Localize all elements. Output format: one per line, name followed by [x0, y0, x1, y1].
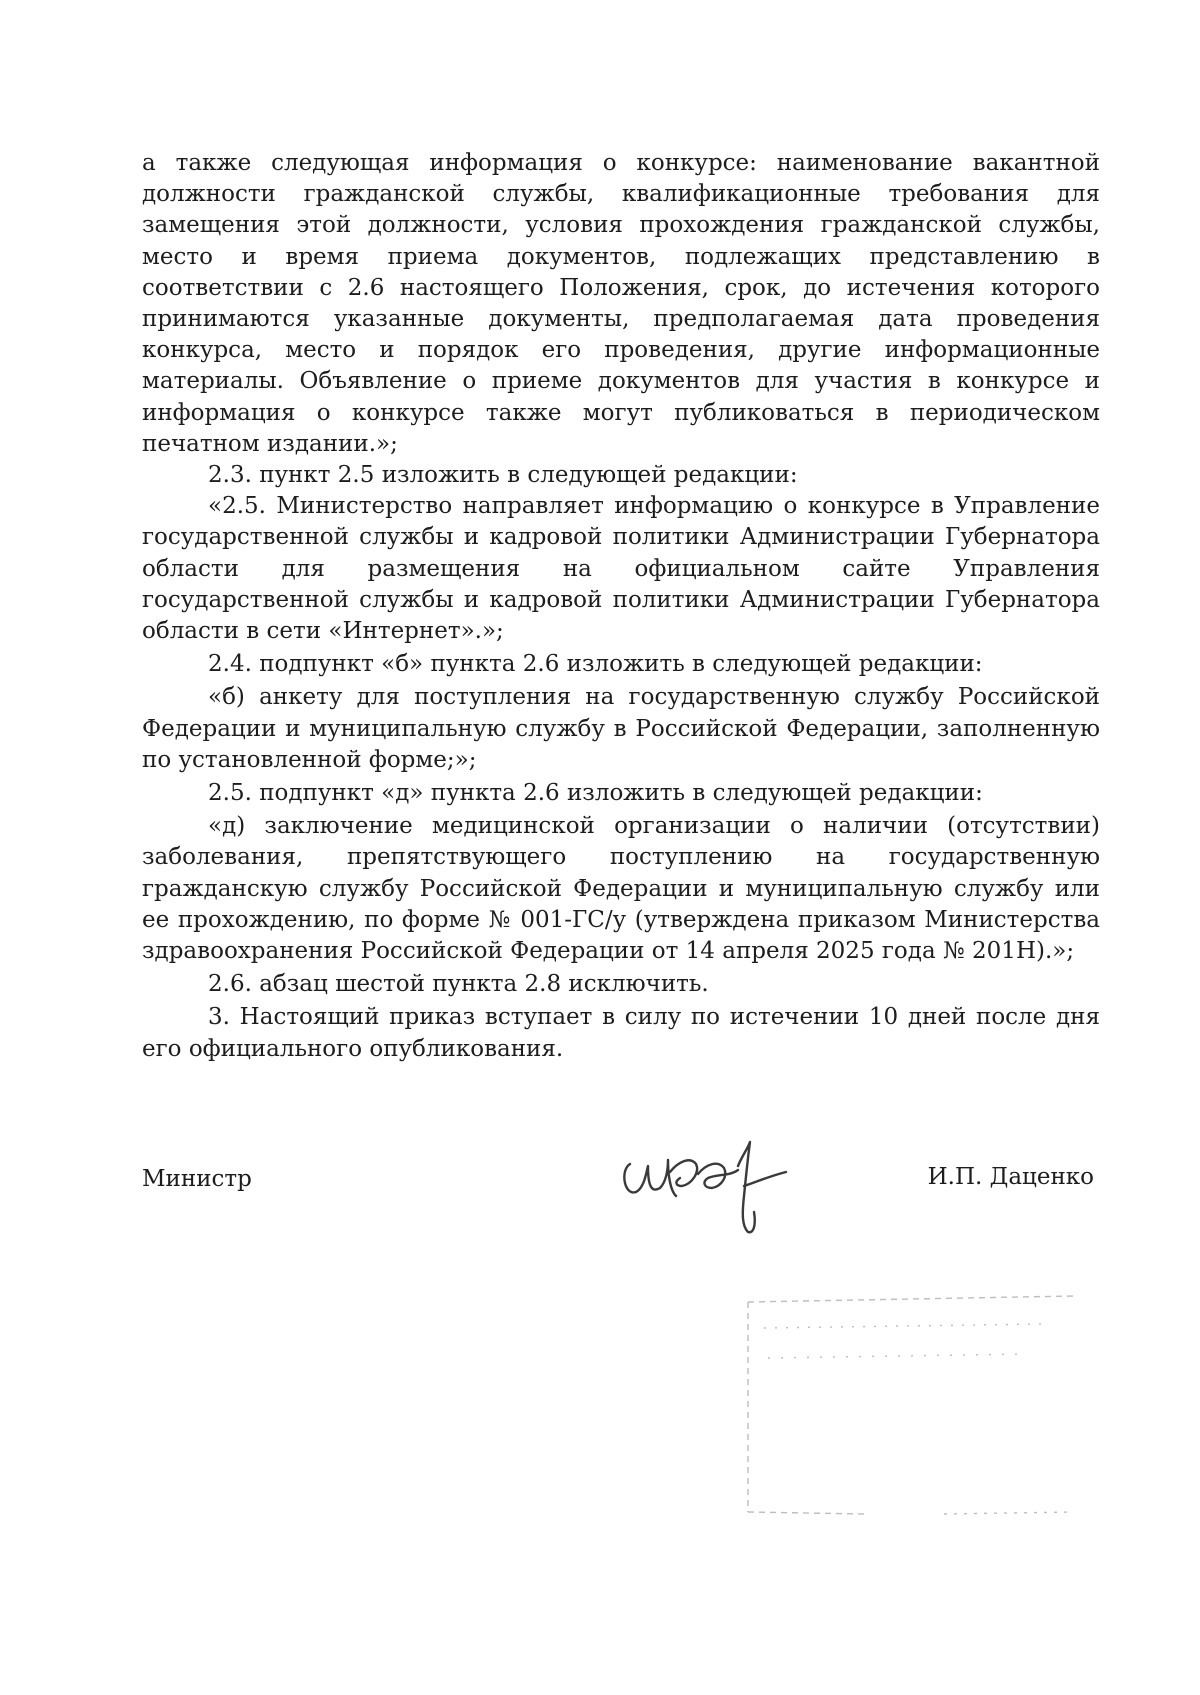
paragraph-9: 3. Настоящий приказ вступает в силу по истечении 10 дней после дня его официального опубликования.: [142, 1004, 1100, 1062]
signature-block: [142, 1146, 1100, 1256]
paragraph-4: 2.4. подпункт «б» пункта 2.6 изложить в следующей редакции:: [208, 651, 983, 678]
paragraph-3: «2.5. Министерство направляет информацию о конкурсе в Управление государственной службы и кадровой политики Администрации Губернатора области для размещения на официальном сайте Управления государственной службы и кадровой политики Администрации Губернатора области в сети «Интернет».»;: [142, 493, 1100, 645]
document-body: [142, 148, 1100, 1065]
paragraph-1: а также следующая информация о конкурсе: наименование вакантной должности гражданской службы, квалификационные требования для замещения этой должности, условия прохождения гражданской службы, место и время приема документов, подлежащих представлению в соответствии с 2.6 настоящего Положения, срок, до истечения которого принимаются указанные документы, предполагаемая дата проведения конкурса, место и порядок его проведения, другие информационные материалы. Объявление о приеме документов для участия в конкурсе и информация о конкурсе также могут публиковаться в периодическом печатном издании.»;: [142, 150, 1100, 457]
faint-stamp-box: [744, 1288, 1080, 1520]
paragraph-5: «б) анкету для поступления на государственную службу Российской Федерации и муниципальную службу в Российской Федерации, заполненную по установленной форме;»;: [142, 684, 1100, 773]
handwritten-signature: [610, 1126, 810, 1244]
paragraph-2: 2.3. пункт 2.5 изложить в следующей редакции:: [208, 462, 798, 489]
signatory-name: И.П. Даценко: [927, 1164, 1094, 1190]
signatory-title: Министр: [142, 1166, 252, 1192]
paragraph-6: 2.5. подпункт «д» пункта 2.6 изложить в следующей редакции:: [208, 780, 983, 807]
paragraph-7: «д) заключение медицинской организации о наличии (отсутствии) заболевания, препятствующего поступлению на государственную гражданскую службу Российской Федерации и муниципальную службу или ее прохождению, по форме № 001-ГС/у (утверждена приказом Министерства здравоохранения Российской Федерации от 14 апреля 2025 года № 201Н).»;: [142, 813, 1100, 965]
paragraph-8: 2.6. абзац шестой пункта 2.8 исключить.: [208, 971, 709, 998]
